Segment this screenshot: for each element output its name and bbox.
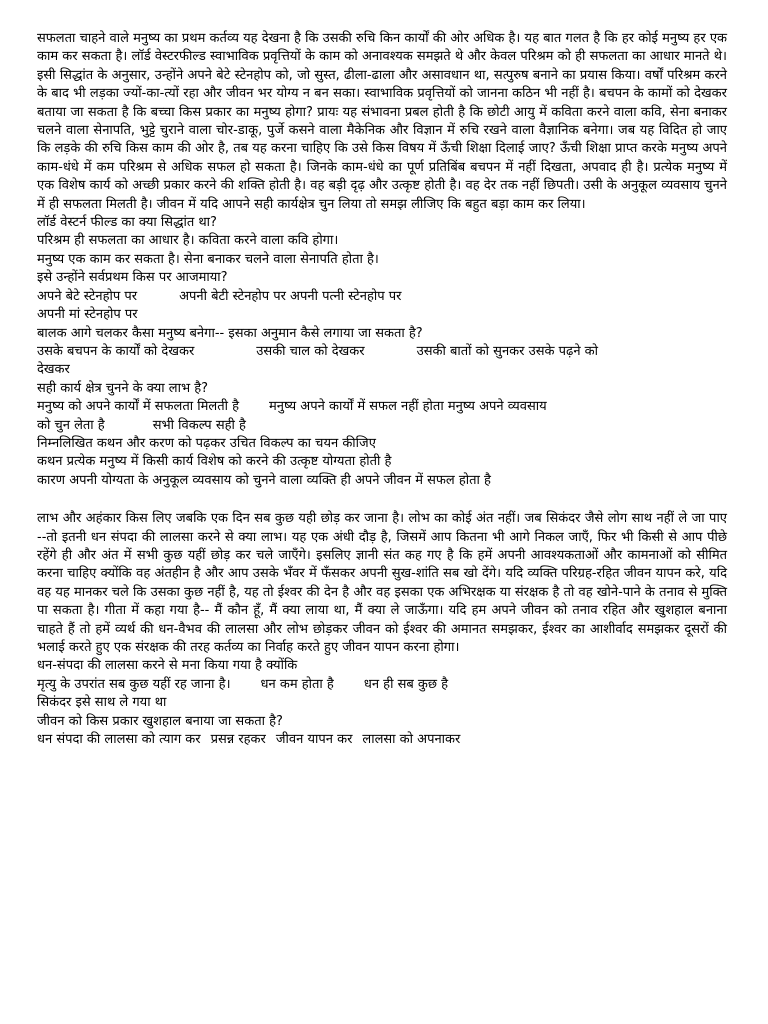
question-2: इसे उन्होंने सर्वप्रथम किस पर आजमाया? xyxy=(37,270,228,286)
question-7-option-2: प्रसन्न रहकर xyxy=(210,732,266,748)
question-3-options-row xyxy=(37,343,727,361)
question-7-option-3: जीवन यापन कर xyxy=(275,732,353,748)
question-6-option-1: मृत्यु के उपरांत सब कुछ यहीं रह जाना है। xyxy=(37,676,231,692)
question-6-option-4: सिकंदर इसे साथ ले गया था xyxy=(37,695,167,711)
passage-two: लाभ और अहंकार किस लिए जबकि एक दिन सब कुछ यही छोड़ कर जाना है। लोभ का कोई अंत नहीं। जब सिकंदर जैसे लोग साथ नहीं ले जा पाए --तो इतनी धन संपदा की लालसा करने से क्या लाभ। यह एक अंधी दौड़ है, जिसमें आप कितना भी आगे निकल जाएँ, फिर भी किसी से आप पीछे रहेंगे ही और अंत में सभी कुछ यहीं छोड़ कर चले जाएँगे। इसलिए ज्ञानी संत कह गए है कि हमें अपनी आवश्यकताओं और कामनाओं को सीमित करना चाहिए क्योंकि वह अंतहीन है और आप उसके भँवर में फँसकर अपनी सुख-शांति सब खो देंगे। यदि व्यक्ति परिग्रह-रहित जीवन यापन करे, यदि वह यह मानकर चले कि उसका कुछ नहीं है, यह तो ईश्वर की देन है और वह इसका एक अभिरक्षक या संरक्षक है तो वह खोने-पाने के तनाव से मुक्ति पा सकता है। गीता में कहा गया है-- मैं कौन हूँ, मैं क्या लाया था, मैं क्या ले जाऊँगा। यदि हम अपने जीवन को तनाव रहित और खुशहाल बनाना चाहते हैं तो हमें व्यर्थ की धन-वैभव की लालसा और लोभ छोड़कर जीवन को ईश्वर की अमानत समझकर, ईश्वर का आशीर्वाद समझकर दूसरों की भलाई करते हुए एक संरक्षक की तरह कर्तव्य का निर्वाह करते हुए जीवन यापन करना होगा। xyxy=(37,511,727,655)
question-7: जीवन को किस प्रकार खुशहाल बनाया जा सकता है? xyxy=(37,713,283,729)
question-3-option-3-continued: देखकर xyxy=(37,362,70,378)
question-4-option-3: सभी विकल्प सही है xyxy=(152,417,246,433)
question-4-option-1: मनुष्य को अपने कार्यों में सफलता मिलती है xyxy=(37,399,240,415)
section-gap xyxy=(37,490,727,510)
question-7-option-4: लालसा को अपनाकर xyxy=(362,732,461,748)
question-6-option-2: धन कम होता है xyxy=(260,676,334,692)
worksheet-page xyxy=(37,30,727,749)
question-3: बालक आगे चलकर कैसा मनुष्य बनेगा-- इसका अनुमान कैसे लगाया जा सकता है? xyxy=(37,325,423,341)
question-3-option-1: उसके बचपन के कार्यों को देखकर xyxy=(37,343,195,359)
question-7-option-1: धन संपदा की लालसा को त्याग कर xyxy=(37,732,201,748)
question-4-options-row-2 xyxy=(37,417,727,435)
question-1-options-row-1: परिश्रम ही सफलता का आधार है। कविता करने वाला कवि होगा। xyxy=(37,233,339,249)
question-5-statement: कथन प्रत्येक मनुष्य में किसी कार्य विशेष को करने की उत्कृष्ट योग्यता होती है xyxy=(37,454,392,470)
question-2-option-3: अपनी मां स्टेनहोप पर xyxy=(37,307,138,323)
question-4-options-row xyxy=(37,398,727,416)
question-1-options-row-2: मनुष्य एक काम कर सकता है। सेना बनाकर चलने वाला सेनापति होता है। xyxy=(37,251,379,267)
question-5-reason: कारण अपनी योग्यता के अनुकूल व्यवसाय को चुनने वाला व्यक्ति ही अपने जीवन में सफल होता है xyxy=(37,472,491,488)
question-2-options-row xyxy=(37,288,727,306)
question-6-options-row xyxy=(37,676,727,694)
question-7-options-row xyxy=(37,731,727,749)
question-5: निम्नलिखित कथन और करण को पढ़कर उचित विकल्प का चयन कीजिए xyxy=(37,435,376,451)
question-4-option-2: मनुष्य अपने कार्यों में सफल नहीं होता मनुष्य अपने व्यवसाय xyxy=(269,399,547,415)
question-4: सही कार्य क्षेत्र चुनने के क्या लाभ है? xyxy=(37,380,209,396)
question-4-option-2-continued: को चुन लेता है xyxy=(37,417,105,433)
passage-one: सफलता चाहने वाले मनुष्य का प्रथम कर्तव्य यह देखना है कि उसकी रुचि किन कार्यों की ओर अधिक है। यह बात गलत है कि हर कोई मनुष्य हर एक काम कर सकता है। लॉर्ड वेस्टरफील्ड स्वाभाविक प्रवृत्तियों के काम को अनावश्यक समझते थे और केवल परिश्रम को ही सफलता का आधार मानते थे। इसी सिद्धांत के अनुसार, उन्होंने अपने बेटे स्टेनहोप को, जो सुस्त, ढीला-ढाला और असावधान था, सत्पुरुष बनाने का प्रयास किया। वर्षों परिश्रम करने के बाद भी लड़का ज्यों-का-त्यों रहा और जीवन भर योग्य न बन सका। स्वाभाविक प्रवृत्तियों को जानना कठिन भी नहीं है। बचपन के कामों को देखकर बताया जा सकता है कि बच्चा किस प्रकार का मनुष्य होगा? प्रायः यह संभावना प्रबल होती है कि छोटी आयु में कविता करने वाला कवि, सेना बनाकर चलने वाला सेनापति, भुट्टे चुराने वाला चोर-डाकू, पुर्जे कसने वाला मैकेनिक और विज्ञान में रुचि रखने वाला वैज्ञानिक बनेगा। जब यह विदित हो जाए कि लड़के की रुचि किस काम की ओर है, तब यह करना चाहिए कि उसे किस विषय में ऊँची शिक्षा दिलाई जाए? ऊँची शिक्षा प्राप्त करके मनुष्य अपने काम-धंधे में कम परिश्रम से अधिक सफल हो सकता है। जिनके काम-धंधे का पूर्ण प्रतिबिंब बचपन में नहीं दिखता, अपवाद ही है। प्रत्येक मनुष्य में एक विशेष कार्य को अच्छी प्रकार करने की शक्ति होती है। वह बड़ी दृढ़ और उत्कृष्ट होती है। वह देर तक नहीं छिपती। उसी के अनुकूल व्यवसाय चुनने में ही सफलता मिलती है। जीवन में यदि आपने सही कार्यक्षेत्र चुन लिया तो समझ लीजिए कि बहुत बड़ा काम कर लिया। xyxy=(37,31,727,212)
question-3-option-3: उसकी बातों को सुनकर उसके पढ़ने को xyxy=(416,343,599,359)
question-6: धन-संपदा की लालसा करने से मना किया गया है क्योंकि xyxy=(37,658,298,674)
question-6-option-3: धन ही सब कुछ है xyxy=(363,676,449,692)
question-2-option-1: अपने बेटे स्टेनहोप पर xyxy=(37,288,138,304)
question-2-option-2: अपनी बेटी स्टेनहोप पर अपनी पत्नी स्टेनहोप पर xyxy=(179,288,402,304)
question-1: लॉर्ड वेस्टर्न फील्ड का क्या सिद्धांत था? xyxy=(37,215,217,231)
question-3-option-2: उसकी चाल को देखकर xyxy=(256,343,365,359)
